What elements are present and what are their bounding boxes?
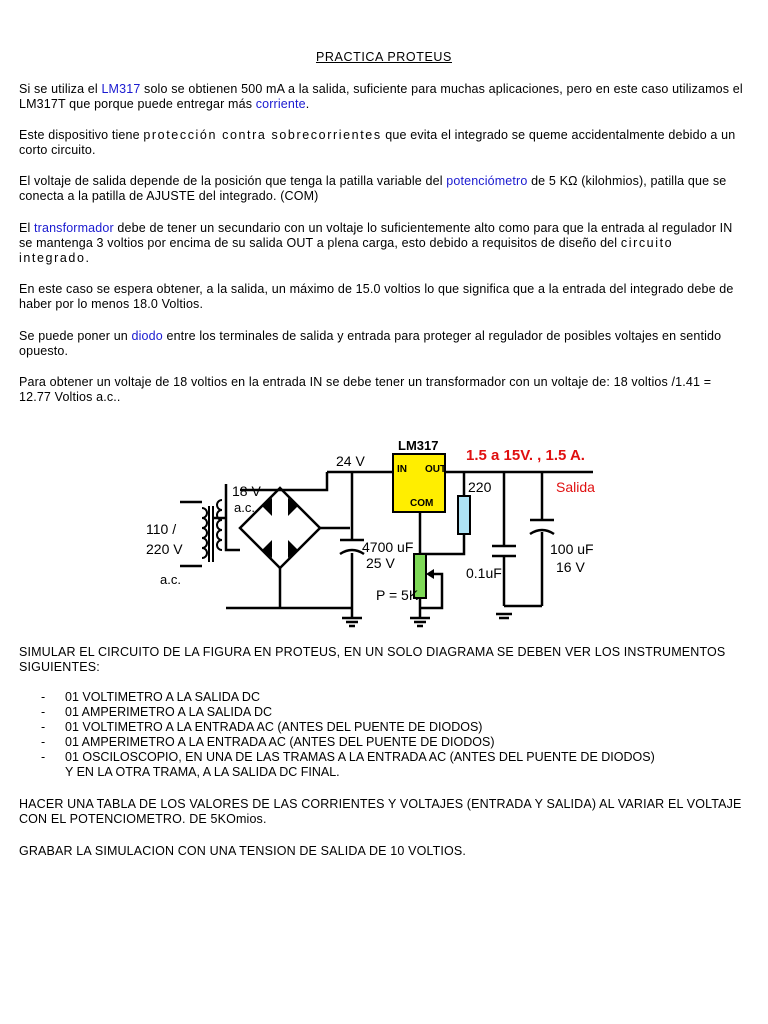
paragraph-maximo: En este caso se espera obtener, a la salida, un máximo de 15.0 voltios lo que significa que a la entrada del integrado debe de haber por lo menos 18.0 Voltios. xyxy=(19,282,734,311)
output-label: Salida xyxy=(556,479,595,495)
list-item: - 01 AMPERIMETRO A LA SALIDA DC xyxy=(41,705,273,719)
label-mains-1: 110 / xyxy=(146,521,177,537)
instrument-list xyxy=(19,690,744,780)
range-label: 1.5 a 15V. , 1.5 A. xyxy=(466,447,585,464)
paragraph-simular: SIMULAR EL CIRCUITO DE LA FIGURA EN PROTEUS, EN UN SOLO DIAGRAMA SE DEBEN VER LOS INSTRUMENTOS SIGUIENTES: xyxy=(19,645,726,674)
paragraph-grabar: GRABAR LA SIMULACION CON UNA TENSION DE SALIDA DE 10 VOLTIOS. xyxy=(19,844,467,858)
label-pot: P = 5K xyxy=(376,587,419,603)
link-transformador[interactable]: transformador xyxy=(34,221,114,235)
paragraph-lm317: Si se utiliza el LM317 solo se obtienen 500 mA a la salida, suficiente para muchas aplicaciones, pero en este caso utilizamos el LM317T que porque puede entregar más corriente. xyxy=(19,82,743,111)
list-item: - 01 AMPERIMETRO A LA ENTRADA AC (ANTES DEL PUENTE DE DIODOS) xyxy=(41,735,495,749)
ic-out-pin: OUT xyxy=(425,464,447,475)
label-ac-primary: a.c. xyxy=(160,572,181,587)
label-r220: 220 xyxy=(468,479,492,495)
paragraph-proteccion: Este dispositivo tiene protección contra sobrecorrientes que evita el integrado se queme accidentalmente debido a un corto circuito. xyxy=(19,128,736,157)
link-potenciometro[interactable]: potenciómetro xyxy=(446,174,528,188)
list-item: - 01 VOLTIMETRO A LA ENTRADA AC (ANTES DEL PUENTE DE DIODOS) xyxy=(41,720,483,734)
list-item: - 01 OSCILOSCOPIO, EN UNA DE LAS TRAMAS A LA ENTRADA AC (ANTES DEL PUENTE DE DIODOS) Y EN LA OTRA TRAMA, A LA SALIDA DC FINAL. xyxy=(41,750,655,779)
list-item: - 01 VOLTIMETRO A LA SALIDA DC xyxy=(41,690,260,704)
link-corriente[interactable]: corriente xyxy=(255,97,306,111)
ic-name: LM317 xyxy=(398,438,439,453)
paragraph-diodo: Se puede poner un diodo entre los terminales de salida y entrada para proteger al regulador de posibles voltajes en sentido opuesto. xyxy=(19,329,722,358)
label-mains-2: 220 V xyxy=(146,541,183,557)
paragraph-tabla: HACER UNA TABLA DE LOS VALORES DE LAS CORRIENTES Y VOLTAJES (ENTRADA Y SALIDA) AL VARIAR EL VOLTAJE CON EL POTENCIOMETRO. DE 5KOmios. xyxy=(19,797,742,826)
circuit-schematic xyxy=(130,428,610,638)
label-cap2: 0.1uF xyxy=(466,565,502,581)
bridge-diodes xyxy=(262,498,298,558)
paragraph-voltaje-salida: El voltaje de salida depende de la posición que tenga la patilla variable del potenciómetro de 5 KΩ (kilohmios), patilla que se conecta a la patilla de AJUSTE del integrado. (COM) xyxy=(19,174,727,203)
label-cap3-a: 100 uF xyxy=(550,541,594,557)
ic-in-pin: IN xyxy=(397,464,407,475)
label-18v: 18 V xyxy=(232,483,261,499)
label-24v: 24 V xyxy=(336,453,365,469)
paragraph-transformador: El transformador debe de tener un secundario con un voltaje lo suficientemente alto como para que la entrada al regulador IN se mantenga 3 voltios por encima de su salida OUT a plena carga, esto debido a requisitos de diseño del circuito integrado. xyxy=(19,221,733,265)
page-title: PRACTICA PROTEUS xyxy=(315,50,452,64)
paragraph-calculo: Para obtener un voltaje de 18 voltios en la entrada IN se debe tener un transformador con un voltaje de: 18 voltios /1.41 = 12.77 Voltios a.c.. xyxy=(19,375,712,404)
transformer-coils xyxy=(202,500,222,562)
link-lm317[interactable]: LM317 xyxy=(101,82,141,96)
label-cap1-a: 4700 uF xyxy=(362,539,414,555)
label-cap1-b: 25 V xyxy=(366,555,395,571)
label-ac-secondary: a.c. xyxy=(234,500,255,515)
ic-com-pin: COM xyxy=(410,498,434,509)
label-cap3-b: 16 V xyxy=(556,559,585,575)
link-diodo[interactable]: diodo xyxy=(131,329,163,343)
resistor-220 xyxy=(458,496,470,534)
